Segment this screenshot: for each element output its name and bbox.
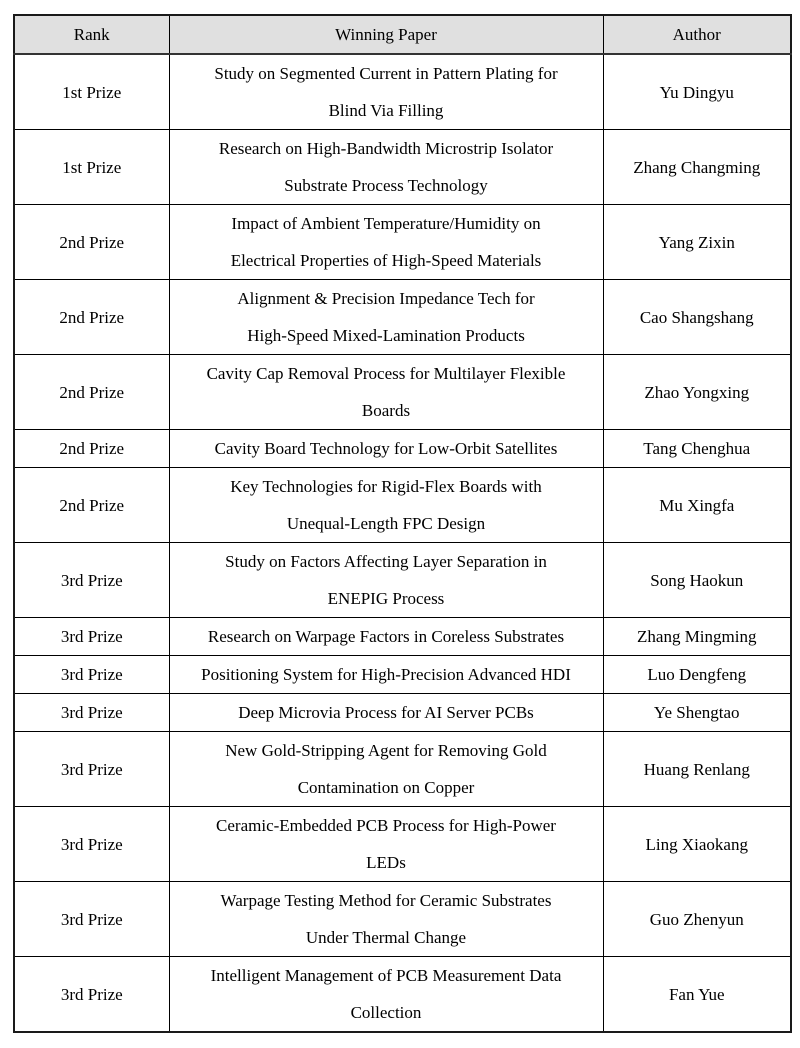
author-cell: Yang Zixin: [603, 205, 791, 280]
rank-cell: 3rd Prize: [14, 882, 169, 957]
author-cell: Guo Zhenyun: [603, 882, 791, 957]
table-row: [14, 430, 791, 468]
column-header-winning-paper: Winning Paper: [169, 15, 603, 54]
paper-line: Unequal-Length FPC Design: [286, 514, 486, 533]
rank-cell: 3rd Prize: [14, 656, 169, 694]
paper-line: LEDs: [366, 853, 406, 872]
paper-line: Substrate Process Technology: [284, 176, 488, 195]
author-cell: Zhang Mingming: [603, 618, 791, 656]
table-row: [14, 656, 791, 694]
paper-line: Cavity Cap Removal Process for Multilayer Flexible: [206, 364, 566, 383]
paper-line: Research on Warpage Factors in Coreless Substrates: [207, 627, 565, 646]
rank-cell: 3rd Prize: [14, 543, 169, 618]
paper-cell: [169, 694, 603, 732]
column-header-rank: Rank: [14, 15, 169, 54]
author-cell: Cao Shangshang: [603, 280, 791, 355]
table-row: [14, 618, 791, 656]
header-row: [14, 15, 791, 54]
paper-line: Positioning System for High-Precision Advanced HDI: [201, 665, 571, 684]
table-row: [14, 54, 791, 130]
table-header: [14, 15, 791, 54]
table-row: [14, 468, 791, 543]
paper-line: Study on Factors Affecting Layer Separation in: [225, 552, 547, 571]
rank-cell: 2nd Prize: [14, 468, 169, 543]
table-body: [14, 54, 791, 1032]
rank-cell: 3rd Prize: [14, 957, 169, 1033]
paper-cell: [169, 468, 603, 543]
paper-cell: [169, 54, 603, 130]
table-row: [14, 882, 791, 957]
rank-cell: 2nd Prize: [14, 355, 169, 430]
table-row: [14, 732, 791, 807]
paper-cell: [169, 732, 603, 807]
rank-cell: 3rd Prize: [14, 807, 169, 882]
table-row: [14, 807, 791, 882]
paper-line: Under Thermal Change: [305, 928, 467, 947]
paper-cell: [169, 543, 603, 618]
table-row: [14, 280, 791, 355]
author-cell: Huang Renlang: [603, 732, 791, 807]
paper-line: Collection: [350, 1003, 422, 1022]
rank-cell: 3rd Prize: [14, 618, 169, 656]
author-cell: Zhang Changming: [603, 130, 791, 205]
paper-line: Electrical Properties of High-Speed Materials: [230, 251, 542, 270]
rank-cell: 3rd Prize: [14, 694, 169, 732]
paper-cell: [169, 882, 603, 957]
paper-cell: [169, 205, 603, 280]
paper-line: ENEPIG Process: [327, 589, 445, 608]
paper-line: Key Technologies for Rigid-Flex Boards with: [230, 477, 542, 496]
paper-line: Intelligent Management of PCB Measurement Data: [210, 966, 562, 985]
author-cell: Fan Yue: [603, 957, 791, 1033]
paper-cell: [169, 957, 603, 1033]
paper-cell: [169, 130, 603, 205]
paper-line: Alignment & Precision Impedance Tech for: [237, 289, 535, 308]
paper-line: High-Speed Mixed-Lamination Products: [247, 326, 525, 345]
winning-papers-table: [13, 14, 792, 1033]
author-cell: Zhao Yongxing: [603, 355, 791, 430]
table-row: [14, 957, 791, 1033]
paper-line: Study on Segmented Current in Pattern Plating for: [214, 64, 558, 83]
author-cell: Song Haokun: [603, 543, 791, 618]
paper-line: New Gold-Stripping Agent for Removing Gold: [225, 741, 547, 760]
table-row: [14, 543, 791, 618]
rank-cell: 1st Prize: [14, 54, 169, 130]
paper-cell: [169, 618, 603, 656]
paper-cell: [169, 355, 603, 430]
table-row: [14, 130, 791, 205]
author-cell: Ling Xiaokang: [603, 807, 791, 882]
paper-line: Deep Microvia Process for AI Server PCBs: [238, 703, 534, 722]
paper-cell: [169, 280, 603, 355]
table-row: [14, 694, 791, 732]
rank-cell: 2nd Prize: [14, 280, 169, 355]
paper-line: Impact of Ambient Temperature/Humidity on: [231, 214, 541, 233]
author-cell: Tang Chenghua: [603, 430, 791, 468]
paper-line: Research on High-Bandwidth Microstrip Isolator: [218, 139, 554, 158]
table-row: [14, 355, 791, 430]
table-row: [14, 205, 791, 280]
rank-cell: 2nd Prize: [14, 430, 169, 468]
author-cell: Mu Xingfa: [603, 468, 791, 543]
author-cell: Luo Dengfeng: [603, 656, 791, 694]
paper-cell: [169, 807, 603, 882]
paper-cell: [169, 656, 603, 694]
author-cell: Yu Dingyu: [603, 54, 791, 130]
paper-line: Warpage Testing Method for Ceramic Substrates: [220, 891, 552, 910]
rank-cell: 2nd Prize: [14, 205, 169, 280]
paper-line: Boards: [361, 401, 411, 420]
paper-line: Cavity Board Technology for Low-Orbit Satellites: [214, 439, 558, 458]
paper-cell: [169, 430, 603, 468]
rank-cell: 3rd Prize: [14, 732, 169, 807]
paper-line: Contamination on Copper: [297, 778, 475, 797]
rank-cell: 1st Prize: [14, 130, 169, 205]
author-cell: Ye Shengtao: [603, 694, 791, 732]
column-header-author: Author: [603, 15, 791, 54]
paper-line: Ceramic-Embedded PCB Process for High-Power: [216, 816, 556, 835]
paper-line: Blind Via Filling: [328, 101, 444, 120]
